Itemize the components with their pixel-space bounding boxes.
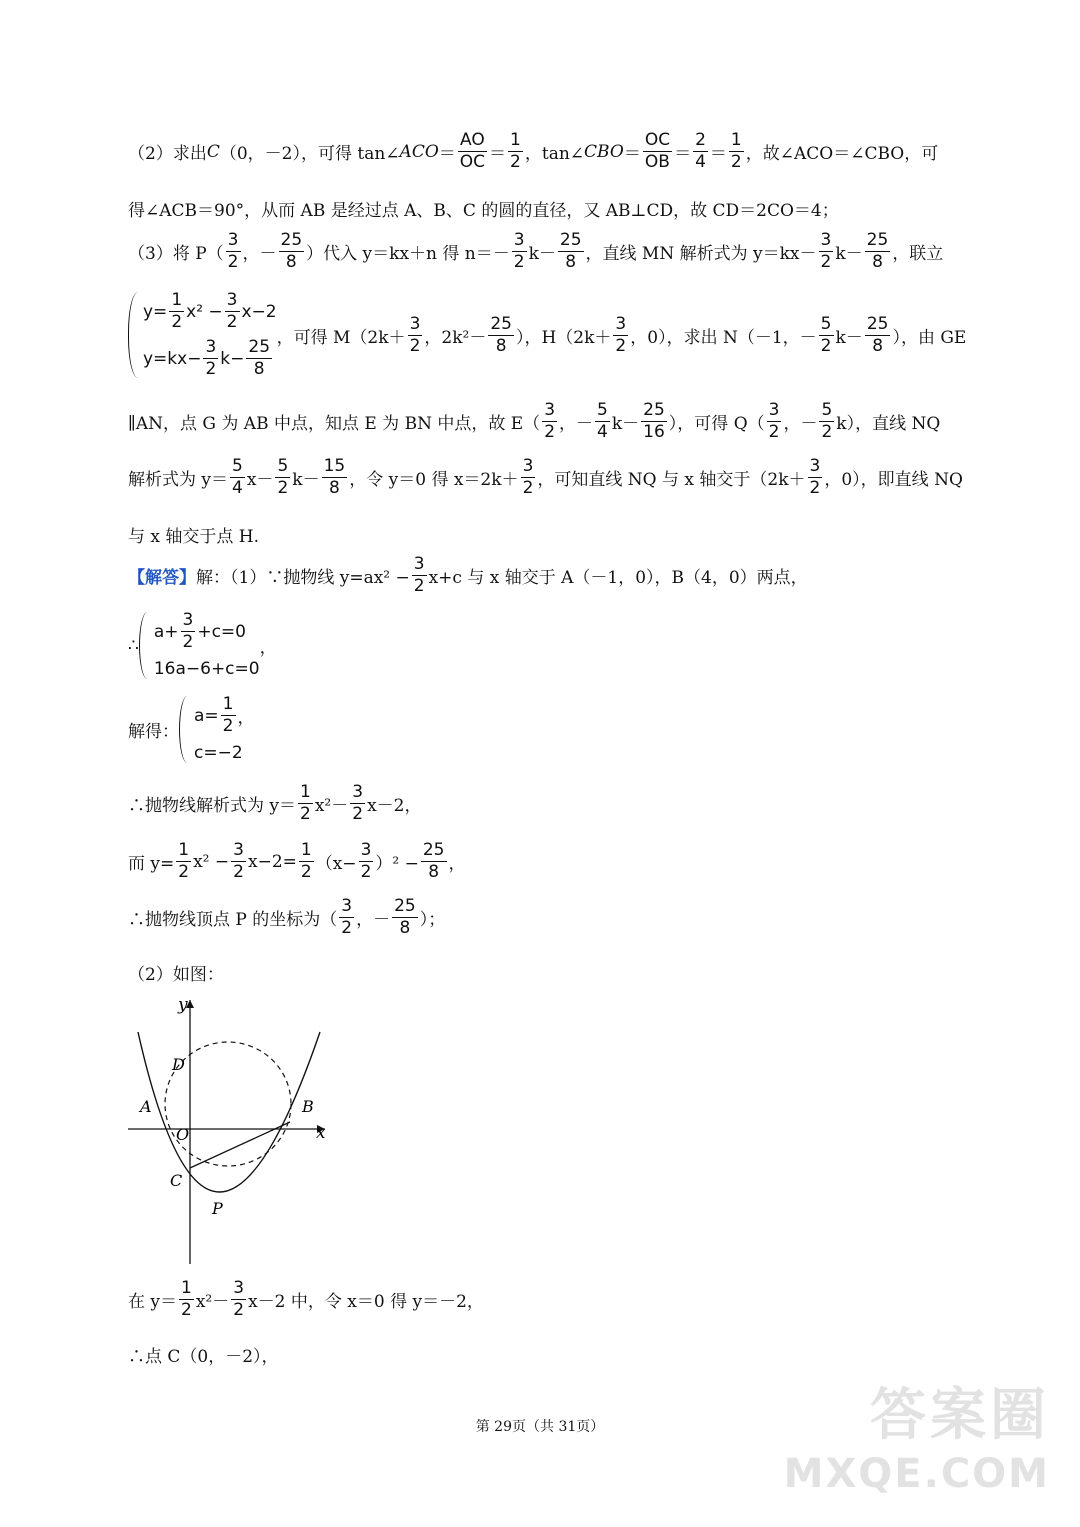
answer-line-c-calc	[128, 1280, 484, 1319]
fraction	[508, 132, 523, 171]
den: 4	[597, 422, 608, 442]
watermark	[784, 1371, 1050, 1497]
text: 而 y=	[128, 854, 175, 874]
fraction	[226, 232, 241, 271]
num: 3	[182, 610, 194, 630]
fraction	[865, 232, 891, 271]
num: 3	[413, 554, 425, 574]
equation-row	[154, 659, 260, 679]
text: ∴抛物线顶点 P 的坐标为（	[128, 910, 338, 930]
answer-tag: 【解答】	[128, 568, 196, 588]
text: ，tan∠	[524, 144, 585, 164]
text: 与 x 轴交于点 H.	[128, 527, 260, 547]
den: 2	[171, 312, 183, 332]
num: 25	[394, 896, 416, 916]
num: 3	[768, 400, 780, 420]
text: ，－	[242, 244, 277, 264]
label-y: y	[178, 995, 188, 1015]
den: 8	[872, 335, 884, 356]
label-o: O	[176, 1125, 190, 1144]
text: ＝	[438, 144, 456, 164]
text: ，2k²－	[424, 327, 487, 348]
fraction	[299, 842, 314, 881]
text: ，0），求出 N（－1，－	[630, 327, 817, 348]
text: +c=0	[197, 621, 246, 642]
den: 8	[253, 359, 265, 379]
den: 2	[413, 576, 425, 596]
equation-row	[194, 696, 255, 735]
den: 2	[820, 252, 832, 272]
text: ∥AN，点 G 为 AB 中点，知点 E 为 BN 中点，故 E（	[128, 414, 541, 434]
den: 8	[428, 862, 440, 882]
equation-row	[154, 612, 260, 651]
fraction	[643, 132, 672, 171]
text: （x−	[315, 854, 357, 874]
den: 2	[360, 862, 372, 882]
fraction	[729, 132, 744, 171]
num: 25	[248, 337, 271, 357]
text: x² −	[186, 301, 223, 322]
text: 解得：	[128, 722, 179, 742]
text: ＝	[623, 144, 641, 164]
text: x－2 中，令 x＝0 得 y＝－2，	[248, 1292, 484, 1312]
text: ∴	[128, 635, 139, 656]
text: k－	[528, 244, 556, 264]
solution-part3-line5	[128, 522, 259, 547]
den: 2	[277, 478, 289, 498]
num: 1	[181, 1278, 192, 1298]
den: 2	[352, 804, 364, 824]
label-a: A	[140, 1097, 152, 1116]
text: ，	[237, 708, 255, 728]
fraction	[230, 458, 245, 497]
fraction	[221, 696, 236, 735]
den: 2	[233, 1300, 245, 1320]
fraction	[808, 458, 823, 497]
den: 2	[341, 918, 353, 938]
text: 解析式为 y＝	[128, 470, 229, 490]
fraction	[819, 313, 834, 356]
den: 2	[227, 252, 239, 272]
brace	[139, 612, 150, 679]
den: 2	[513, 252, 525, 272]
fraction	[392, 898, 418, 937]
den: 2	[809, 478, 821, 498]
answer-line-part2	[128, 960, 224, 985]
den: 2	[768, 422, 780, 442]
fraction	[412, 556, 427, 595]
den: 2	[409, 335, 421, 356]
num: 25	[280, 230, 303, 250]
fraction	[203, 339, 218, 378]
den: 8	[565, 252, 577, 272]
fraction	[458, 132, 487, 171]
den: 2	[222, 716, 234, 736]
fraction	[181, 612, 196, 651]
fraction	[819, 232, 834, 271]
num: 25	[490, 313, 512, 334]
text: ）代入 y＝kx＋n 得 n＝－	[306, 244, 510, 264]
den: 2	[730, 152, 742, 172]
fraction	[179, 1280, 194, 1319]
answer-solve	[128, 696, 255, 763]
den: 16	[643, 422, 665, 442]
text: y=	[143, 301, 168, 322]
num: 1	[300, 840, 312, 860]
den: 4	[695, 152, 706, 172]
fraction	[225, 292, 240, 331]
equation-system	[179, 696, 255, 763]
label-x: x	[316, 1123, 326, 1143]
fraction	[279, 232, 305, 271]
num: 3	[409, 313, 421, 334]
fraction	[613, 313, 628, 356]
text: k－	[611, 414, 640, 434]
text: （2）求出	[128, 144, 207, 164]
num: 3	[360, 840, 372, 860]
fraction	[693, 132, 708, 171]
text: y=kx−	[143, 348, 202, 369]
text: ，0），即直线 NQ	[824, 470, 963, 490]
text: ACO	[399, 141, 439, 162]
num: 3	[226, 290, 238, 310]
den: 2	[615, 335, 627, 356]
text: 16a−6+c=0	[153, 659, 260, 679]
text: ，故∠ACO＝∠CBO，可	[745, 144, 939, 164]
num: 3	[809, 456, 821, 476]
fraction	[246, 339, 272, 378]
fraction	[231, 842, 246, 881]
text: 在 y＝	[128, 1292, 178, 1312]
num: 25	[559, 230, 582, 250]
num: 3	[522, 456, 534, 476]
den: 2	[178, 862, 190, 882]
text: （2）如图：	[128, 965, 224, 985]
answer-line-vertex-form	[128, 842, 466, 881]
text: x－	[246, 470, 274, 490]
num: 25	[422, 840, 445, 860]
watermark-line2: MXQE.COM	[783, 1451, 1050, 1497]
solution-part3-line2	[128, 292, 966, 378]
answer-line-vertex	[128, 898, 445, 937]
num: 3	[820, 230, 832, 250]
text: x²－	[195, 1292, 230, 1312]
text: x−2=	[247, 851, 297, 872]
fraction	[231, 1280, 246, 1319]
den: 2	[182, 632, 194, 652]
den: 8	[399, 918, 411, 938]
label-c: C	[170, 1171, 183, 1190]
den: 2	[821, 422, 833, 442]
fraction	[641, 402, 667, 441]
den: 8	[285, 252, 297, 272]
num: 3	[233, 1278, 245, 1298]
fraction	[275, 458, 290, 497]
brace	[179, 696, 190, 763]
fraction	[298, 784, 313, 823]
text: k－	[835, 244, 863, 264]
den: 2	[510, 152, 521, 172]
fraction	[322, 458, 348, 497]
fraction	[488, 313, 514, 356]
den: 8	[495, 335, 507, 356]
text: c=−2	[194, 743, 243, 763]
text: ）；	[419, 910, 446, 930]
fraction	[512, 232, 527, 271]
text: ＝	[674, 144, 692, 164]
equation-system	[139, 612, 260, 679]
den: OC	[459, 152, 486, 172]
text: ）² −	[375, 854, 419, 874]
text: k－	[292, 470, 320, 490]
num: 3	[341, 896, 353, 916]
text: 解：（1）∵抛物线 y=ax² −	[196, 568, 410, 588]
equation-row	[143, 292, 277, 331]
text: ＝	[709, 144, 727, 164]
answer-line-c-point	[128, 1342, 279, 1367]
num: 3	[615, 313, 627, 334]
text: ，可知直线 NQ 与 x 轴交于（2k＋	[537, 470, 806, 490]
text: ），由 GE	[892, 327, 967, 348]
den: 2	[544, 422, 556, 442]
parabola-curve	[138, 1032, 320, 1192]
parabola-figure	[120, 992, 340, 1272]
text: k−	[220, 348, 245, 369]
den: 8	[328, 478, 340, 498]
num: 3	[205, 337, 217, 357]
text: x－2，	[367, 796, 422, 816]
num: 15	[323, 456, 346, 476]
answer-line1	[128, 556, 808, 595]
den: 8	[872, 252, 883, 272]
fraction	[350, 784, 365, 823]
text: ，－	[559, 414, 594, 434]
fraction	[595, 402, 610, 441]
text: a=	[194, 705, 219, 726]
text: ∴抛物线解析式为 y＝	[128, 796, 297, 816]
num: 5	[597, 400, 608, 420]
num: 5	[277, 456, 289, 476]
num: 5	[820, 313, 832, 334]
text: x+c 与 x 轴交于 A（－1，0），B（4，0）两点，	[428, 568, 808, 588]
num: 25	[866, 230, 889, 250]
equation-row	[194, 743, 255, 763]
solution-part3-line3	[128, 402, 940, 441]
den: 2	[233, 862, 244, 882]
text: ，－	[356, 910, 391, 930]
text: C	[206, 141, 220, 162]
solution-part2-line2	[128, 196, 839, 221]
den: 2	[300, 862, 312, 882]
text: k），直线 NQ	[836, 414, 941, 434]
den: 2	[522, 478, 534, 498]
text: ），H（2k＋	[515, 327, 612, 348]
num: 5	[232, 456, 243, 476]
text: x−2	[241, 301, 277, 322]
text: ，联立	[892, 244, 944, 264]
num: OC	[644, 130, 671, 150]
label-d: D	[172, 1055, 185, 1074]
solution-part2-line1	[128, 132, 938, 171]
num: 1	[222, 694, 234, 714]
answer-system1	[128, 612, 277, 679]
num: 2	[695, 130, 706, 150]
text: x²－	[314, 796, 349, 816]
fraction	[408, 313, 423, 356]
num: 3	[227, 230, 239, 250]
num: 3	[233, 840, 244, 860]
fraction	[421, 842, 447, 881]
num: 25	[866, 313, 889, 334]
num: 1	[510, 130, 521, 150]
fraction	[176, 842, 191, 881]
fraction	[819, 402, 834, 441]
equation-system	[128, 292, 277, 378]
num: AO	[460, 130, 485, 150]
num: 1	[300, 782, 311, 802]
den: 2	[181, 1300, 192, 1320]
text: ），可得 Q（	[668, 414, 765, 434]
text: （0，－2），可得 tan∠	[219, 144, 400, 164]
text: k－	[835, 327, 863, 348]
fraction	[558, 232, 584, 271]
label-p: P	[212, 1199, 223, 1218]
fraction	[521, 458, 536, 497]
text: ，令 y＝0 得 x＝2k＋	[349, 470, 519, 490]
answer-line-expression	[128, 784, 421, 823]
text: a+	[153, 621, 179, 642]
den: OB	[644, 152, 670, 172]
num: 3	[352, 782, 364, 802]
num: 5	[821, 400, 833, 420]
text: ，	[448, 854, 466, 874]
den: 2	[820, 335, 832, 356]
watermark-line1: 答案圈	[870, 1383, 1050, 1448]
text: ，直线 MN 解析式为 y＝kx－	[585, 244, 817, 264]
equation-row	[143, 339, 277, 378]
solution-part3-line4	[128, 458, 963, 497]
den: 4	[232, 478, 243, 498]
text: x² −	[193, 851, 230, 872]
text: ＝	[489, 144, 507, 164]
text: ∴点 C（0，－2），	[128, 1347, 279, 1367]
num: 3	[513, 230, 525, 250]
num: 1	[178, 840, 190, 860]
page-footer: 第 29页（共 31页）	[475, 1419, 605, 1435]
den: 2	[205, 359, 217, 379]
den: 2	[226, 312, 238, 332]
text: ，可得 M（2k＋	[276, 327, 406, 348]
fraction	[169, 292, 184, 331]
text: CBO	[584, 141, 624, 162]
num: 25	[643, 400, 665, 420]
solution-part3-line1	[128, 232, 943, 271]
fraction	[767, 402, 782, 441]
fraction	[359, 842, 374, 881]
num: 1	[171, 290, 183, 310]
fraction	[339, 898, 354, 937]
brace	[128, 292, 139, 378]
num: 1	[730, 130, 742, 150]
text: ，	[259, 638, 277, 658]
fraction	[542, 402, 557, 441]
text: ，－	[783, 414, 818, 434]
fraction	[865, 313, 891, 356]
text: （3）将 P（	[128, 244, 224, 264]
text: 得∠ACB＝90°，从而 AB 是经过点 A、B、C 的圆的直径，又 AB⊥CD，故 CD＝2CO＝4；	[128, 201, 839, 221]
den: 2	[300, 804, 311, 824]
num: 3	[544, 400, 556, 420]
label-b: B	[302, 1097, 314, 1116]
